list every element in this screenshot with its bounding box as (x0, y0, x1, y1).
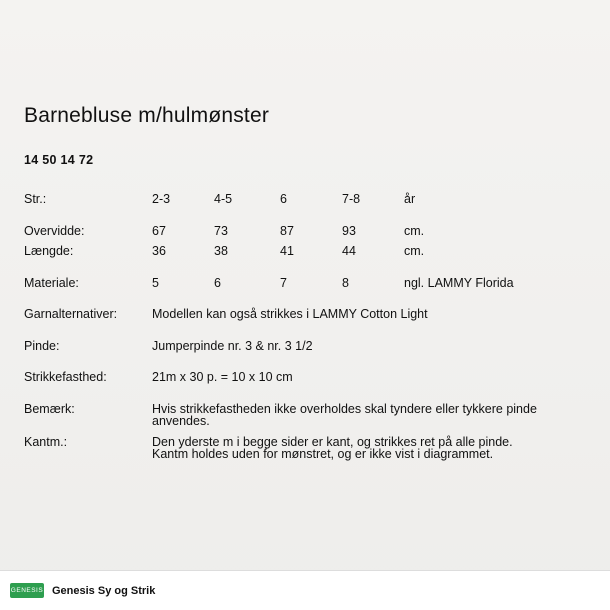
note-text (152, 428, 594, 461)
row-value: 5 (152, 275, 159, 290)
row-value: 87 (280, 223, 294, 238)
note-line: anvendes. (152, 414, 210, 429)
row-value: 7 (280, 275, 287, 290)
row-value: 73 (214, 223, 228, 238)
table-row (24, 193, 594, 206)
table-row (24, 289, 594, 321)
note-line: Kantm holdes uden for mønstret, og er ikke vist i diagrammet. (152, 447, 494, 462)
row-label: Længde: (24, 244, 74, 259)
row-label: Bemærk: (24, 401, 75, 416)
document-content (24, 104, 594, 461)
footer-bar (0, 570, 610, 610)
row-value: 67 (152, 223, 166, 238)
table-row (24, 237, 594, 258)
pattern-code: 14 50 14 72 (24, 153, 94, 168)
row-label: Garnalternativer: (24, 307, 118, 322)
row-unit: år (404, 192, 416, 207)
table-row (24, 384, 594, 428)
note-line: Den yderste m i begge sider er kant, og strikkes ret på alle pinde. (152, 434, 513, 449)
note-text (152, 384, 594, 428)
note-line: Hvis strikkefastheden ikke overholdes skal tyndere eller tykkere pinde (152, 401, 537, 416)
table-row (24, 206, 594, 238)
row-label: Kantm.: (24, 434, 68, 449)
row-value: 4-5 (214, 192, 233, 207)
page-title: Barnebluse m/hulmønster (24, 104, 270, 127)
row-label: Str.: (24, 192, 47, 207)
table-row (24, 321, 594, 353)
row-label: Strikkefasthed: (24, 370, 107, 385)
row-value: 7-8 (342, 192, 361, 207)
table-row (24, 352, 594, 384)
row-text: Modellen kan også strikkes i LAMMY Cotton Light (152, 307, 428, 322)
row-value: 44 (342, 244, 356, 259)
row-value: 6 (214, 275, 221, 290)
row-unit: cm. (404, 244, 425, 259)
row-value: 93 (342, 223, 356, 238)
row-value: 36 (152, 244, 166, 259)
row-label: Pinde: (24, 338, 60, 353)
row-value: 6 (280, 192, 287, 207)
row-text: Jumperpinde nr. 3 & nr. 3 1/2 (152, 338, 313, 353)
brand-mark-text: GENESIS (10, 587, 44, 594)
row-label: Overvidde: (24, 223, 85, 238)
row-value: 41 (280, 244, 294, 259)
row-unit: cm. (404, 223, 425, 238)
row-text: 21m x 30 p. = 10 x 10 cm (152, 370, 293, 385)
row-unit: ngl. LAMMY Florida (404, 275, 514, 290)
row-value: 2-3 (152, 192, 171, 207)
specification-table (24, 193, 594, 461)
top-margin (0, 0, 610, 88)
row-value: 8 (342, 275, 349, 290)
table-row (24, 428, 594, 461)
table-row (24, 258, 594, 290)
footer-brand-label: Genesis Sy og Strik (52, 584, 156, 597)
row-value: 38 (214, 244, 228, 259)
row-label: Materiale: (24, 275, 79, 290)
genesis-logo-icon (10, 583, 44, 598)
